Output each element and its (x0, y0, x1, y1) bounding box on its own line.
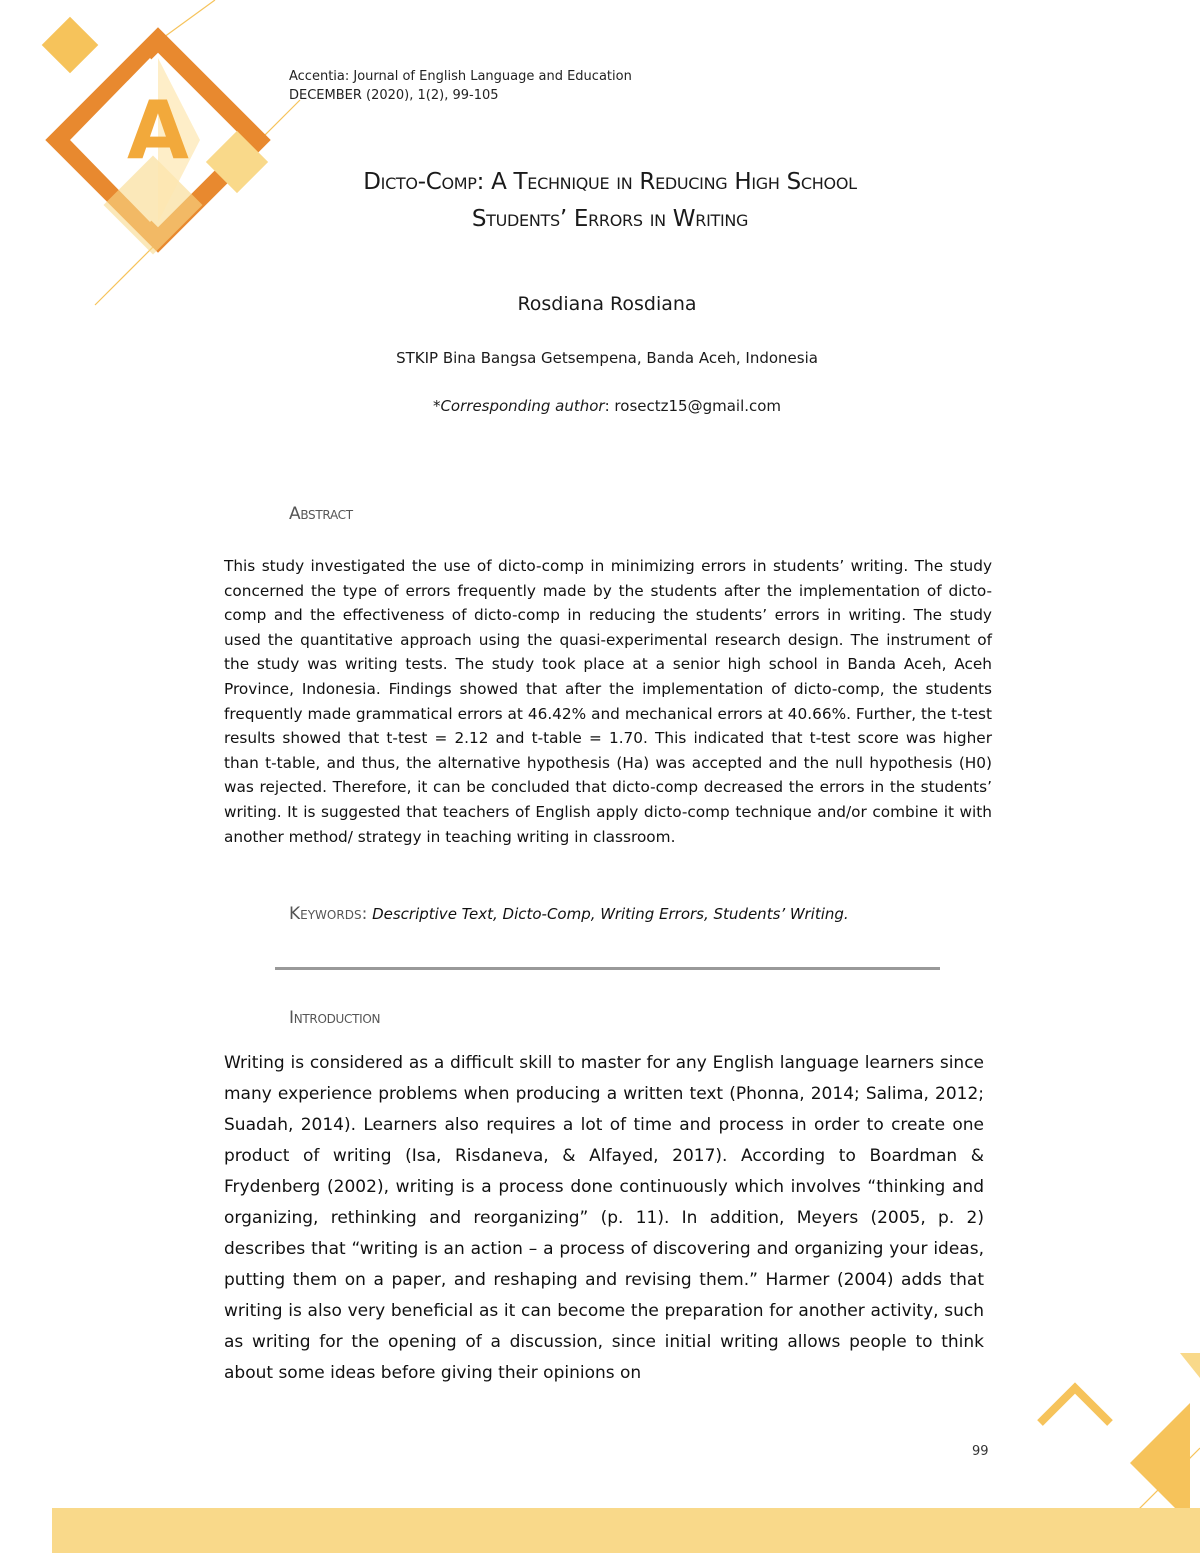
keywords-value: Descriptive Text, Dicto-Comp, Writing Errors, Students’ Writing. (367, 905, 849, 923)
journal-name: Accentia: Journal of English Language and Education (289, 69, 632, 84)
section-divider (275, 967, 940, 970)
journal-logo (0, 0, 320, 320)
keywords-label: Keywords: (289, 904, 368, 924)
abstract-heading: Abstract (289, 504, 353, 524)
journal-header (289, 67, 632, 105)
abstract-text: This study investigated the use of dicto-comp in minimizing errors in students’ writing. The study concerned the type of errors frequently made by the students after the implementation of dicto-comp and the effectiveness of dicto-comp in reducing the students’ errors in writing. The study used the quantitative approach using the quasi-experimental research design. The instrument of the study was writing tests. The study took place at a senior high school in Banda Aceh, Aceh Province, Indonesia. Findings showed that after the implementation of dicto-comp, the students frequently made grammatical errors at 46.42% and mechanical errors at 40.66%. Further, the t-test results showed that t-test = 2.12 and t-table = 1.70. This indicated that t-test score was higher than t-table, and thus, the alternative hypothesis (Ha) was accepted and the null hypothesis (H0) was rejected. Therefore, it can be concluded that dicto-comp decreased the errors in the students’ writing. It is suggested that teachers of English apply dicto-comp technique and/or combine it with another method/ strategy in teaching writing in classroom. (224, 557, 992, 846)
logo-letter: A (127, 84, 189, 177)
page-number: 99 (972, 1444, 989, 1459)
journal-issue: DECEMBER (2020), 1(2), 99-105 (289, 88, 499, 103)
footer-bar (52, 1508, 1200, 1553)
corresponding-email: : rosectz15@gmail.com (604, 397, 782, 415)
keywords (289, 904, 849, 924)
paper-title (230, 164, 990, 238)
paper-title-line-2: Students’ Errors in Writing (471, 206, 749, 232)
introduction-heading: Introduction (289, 1008, 381, 1028)
introduction-text: Writing is considered as a difficult skill to master for any English language learners since many experience problems when producing a written text (Phonna, 2014; Salima, 2012; Suadah, 2014). Learners also requires a lot of time and process in order to create one product of writing (Isa, Risdaneva, & Alfayed, 2017). According to Boardman & Frydenberg (2002), writing is a process done continuously which involves “thinking and organizing, rethinking and reorganizing” (p. 11). In addition, Meyers (2005, p. 2) describes that “writing is an action – a process of discovering and organizing your ideas, putting them on a paper, and reshaping and revising them.” Harmer (2004) adds that writing is also very beneficial as it can become the preparation for another activity, such as writing for the opening of a discussion, since initial writing allows people to think about some ideas before giving their opinions on (224, 1053, 984, 1383)
paper-title-line-1: Dicto-Comp: A Technique in Reducing High School (363, 169, 857, 195)
author-name: Rosdiana Rosdiana (517, 293, 697, 315)
corresponding-author (0, 397, 1200, 415)
author-affiliation: STKIP Bina Bangsa Getsempena, Banda Aceh, Indonesia (396, 349, 818, 367)
corresponding-label: *Corresponding author (432, 397, 605, 415)
